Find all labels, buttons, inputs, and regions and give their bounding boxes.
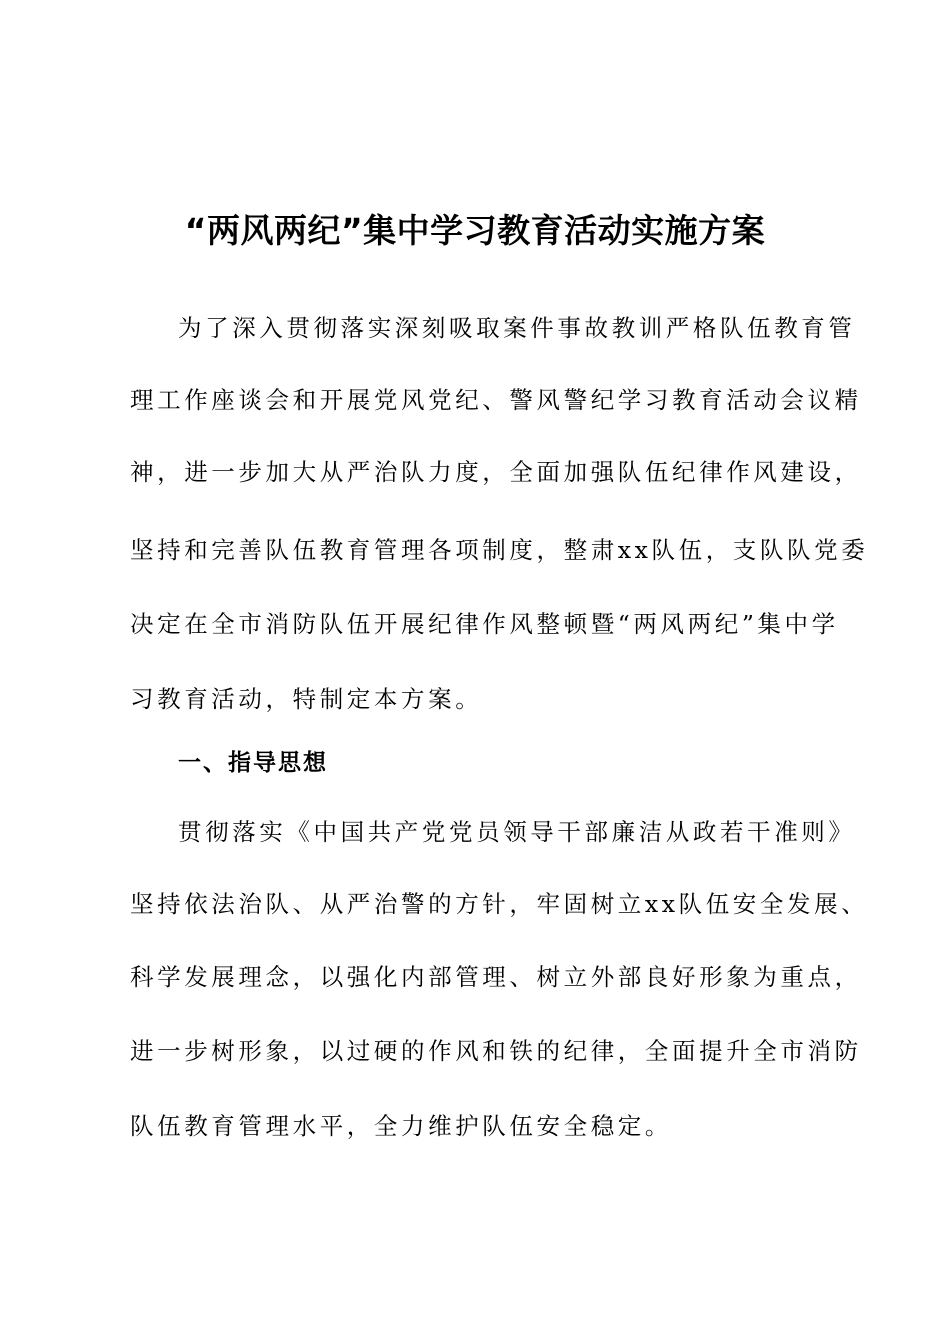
paragraph-2-line-2: 坚持依法治队、从严治警的方针，牢固树立xx队伍安全发展、 xyxy=(130,890,869,918)
paragraph-1-line-2: 理工作座谈会和开展党风党纪、警风警纪学习教育活动会议精 xyxy=(130,386,862,414)
paragraph-1-line-4: 坚持和完善队伍教育管理各项制度，整肃xx队伍，支队队党委 xyxy=(130,536,869,564)
paragraph-1-line-5: 决定在全市消防队伍开展纪律作风整顿暨“两风两纪”集中学 xyxy=(130,610,839,638)
paragraph-1-line-1: 为了深入贯彻落实深刻吸取案件事故教训严格队伍教育管 xyxy=(178,314,856,342)
paragraph-2-line-5: 队伍教育管理水平，全力维护队伍安全稳定。 xyxy=(130,1112,672,1140)
document-title: “两风两纪”集中学习教育活动实施方案 xyxy=(184,211,766,250)
paragraph-1-line-6: 习教育活动，特制定本方案。 xyxy=(130,685,483,713)
section-heading-guiding-ideology: 一、指导思想 xyxy=(178,750,328,776)
paragraph-1-line-3: 神，进一步加大从严治队力度，全面加强队伍纪律作风建设， xyxy=(130,458,862,486)
paragraph-2-line-4: 进一步树形象，以过硬的作风和铁的纪律，全面提升全市消防 xyxy=(130,1037,862,1065)
paragraph-2-line-3: 科学发展理念，以强化内部管理、树立外部良好形象为重点， xyxy=(130,963,862,991)
paragraph-2-line-1: 贯彻落实《中国共产党党员领导干部廉洁从政若干准则》 xyxy=(178,818,856,846)
